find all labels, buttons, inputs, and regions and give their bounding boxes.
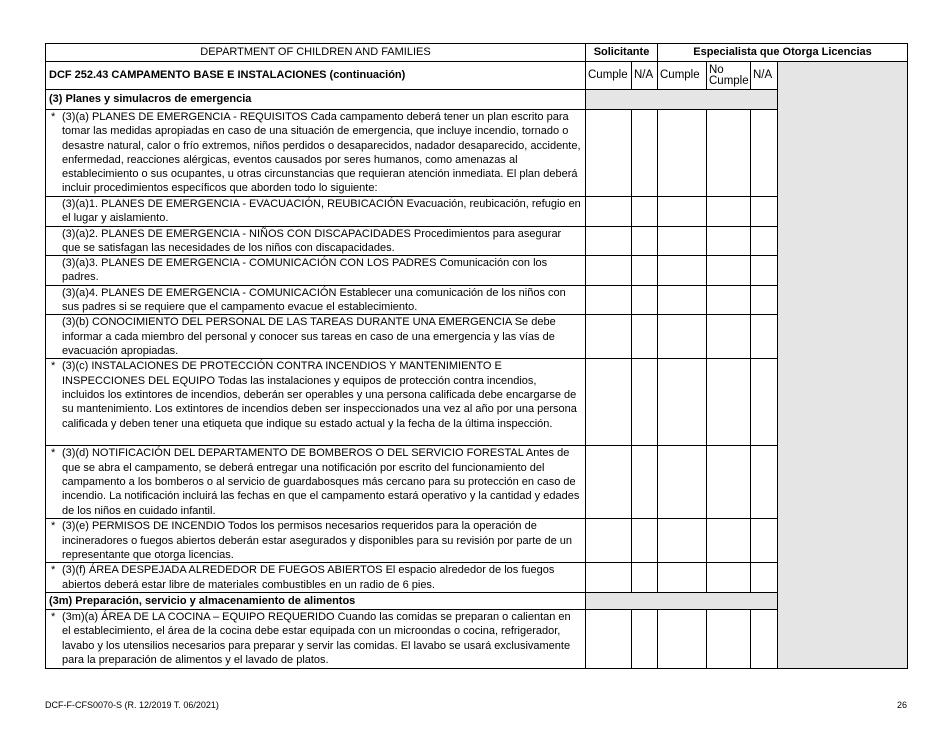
- rule-description: (3m)(a) ÁREA DE LA COCINA – EQUIPO REQUERIDO Cuando las comidas se preparan o calientan en el establecimiento, el área de la cocina debe estar equipada con un microondas o cocina, refrigerador, lavabo y los utensilios necesarios para preparar y servir las comidas. El lavabo se usará exclusivamente para la preparación de alimentos y el lavado de platos.: [62, 610, 571, 666]
- col-no-label: No: [709, 63, 724, 76]
- checkbox-na-esp[interactable]: [751, 609, 778, 668]
- checkbox-cumple-esp[interactable]: [658, 359, 707, 446]
- checkbox-cumple[interactable]: [586, 609, 632, 668]
- rule-title: DCF 252.43 CAMPAMENTO BASE E INSTALACIONES (continuación): [46, 62, 586, 90]
- checkbox-cumple-esp[interactable]: [658, 285, 707, 315]
- checklist-table: [45, 43, 908, 669]
- checkbox-cumple[interactable]: [586, 315, 632, 359]
- rule-text: [46, 197, 586, 227]
- checkbox-cumple[interactable]: [586, 197, 632, 227]
- checkbox-no-cumple[interactable]: [707, 519, 751, 563]
- checkbox-na-esp[interactable]: [751, 285, 778, 315]
- checkbox-na-esp[interactable]: [751, 256, 778, 286]
- checkbox-na[interactable]: [632, 519, 658, 563]
- checkbox-cumple-esp[interactable]: [658, 197, 707, 227]
- form-id: DCF-F-CFS0070-S (R. 12/2019 T. 06/2021): [45, 700, 219, 710]
- rule-description: (3)(d) NOTIFICACIÓN DEL DEPARTAMENTO DE BOMBEROS O DEL SERVICIO FORESTAL Antes de que se abra el campamento, se deberá entregar una notificación por escrito del funcionamiento del campamento a los bomberos o al servicio de guardabosques más cercano para su protección en caso de incendio. La notificación incluirá las fechas en que el campamento estará operativo y la cantidad y edades de los niños en cuidado infantil.: [62, 447, 580, 517]
- checkbox-cumple[interactable]: [586, 256, 632, 286]
- checkbox-na-esp[interactable]: [751, 110, 778, 197]
- rule-description: (3)(a)1. PLANES DE EMERGENCIA - EVACUACIÓN, REUBICACIÓN Evacuación, reubicación, refugio en el lugar y aislamiento.: [62, 198, 581, 225]
- rule-text: [46, 563, 586, 593]
- checkbox-cumple[interactable]: [586, 563, 632, 593]
- rule-description: (3)(a)2. PLANES DE EMERGENCIA - NIÑOS CON DISCAPACIDADES Procedimientos para asegurar que se satisfagan las necesidades de los niños con discapacidades.: [62, 227, 562, 254]
- checkbox-na[interactable]: [632, 256, 658, 286]
- checkbox-no-cumple[interactable]: [707, 359, 751, 446]
- checkbox-na-esp[interactable]: [751, 359, 778, 446]
- checkbox-cumple-esp[interactable]: [658, 110, 707, 197]
- checkbox-na[interactable]: [632, 197, 658, 227]
- checkbox-na[interactable]: [632, 359, 658, 446]
- checkbox-cumple[interactable]: [586, 110, 632, 197]
- checkbox-na[interactable]: [632, 285, 658, 315]
- rule-description: (3)(c) INSTALACIONES DE PROTECCIÓN CONTRA INCENDIOS Y MANTENIMIENTO E INSPECCIONES DEL EQUIPO Todas las instalaciones y equipos de protección contra incendios, incluidos los extintores de incendios, deberán ser operables y una persona calificada debe encargarse de su mantenimiento. Los extintores de incendios deben ser inspeccionados una vez al año por una persona calificada y deben tener una etiqueta que indique su estado actual y la fecha de la última inspección.: [62, 360, 577, 430]
- checklist-sheet: [45, 43, 907, 669]
- rule-description: (3)(e) PERMISOS DE INCENDIO Todos los permisos necesarios requeridos para la operación de incineradores o fuegos abiertos deberán estar asegurados y disponibles para su revisión por parte de un representante que otorga licencias.: [62, 520, 572, 561]
- checkbox-cumple-esp[interactable]: [658, 519, 707, 563]
- section-title: (3) Planes y simulacros de emergencia: [46, 90, 586, 110]
- rule-text: [46, 519, 586, 563]
- checkbox-na-esp[interactable]: [751, 315, 778, 359]
- required-star: *: [51, 111, 56, 123]
- checkbox-cumple-esp[interactable]: [658, 609, 707, 668]
- checkbox-cumple-esp[interactable]: [658, 563, 707, 593]
- gray-margin: [778, 62, 908, 669]
- checkbox-na[interactable]: [632, 563, 658, 593]
- rule-description: (3)(a)4. PLANES DE EMERGENCIA - COMUNICACIÓN Establecer una comunicación de los niños con sus padres si se requiere que el campamento evacue el establecimiento.: [62, 286, 566, 314]
- required-star: *: [51, 564, 56, 577]
- checkbox-na[interactable]: [632, 446, 658, 519]
- rule-text: [46, 226, 586, 256]
- col-na-especialista: N/A: [751, 62, 778, 90]
- col-na-solicitante: N/A: [632, 62, 658, 90]
- rule-description: (3)(a)3. PLANES DE EMERGENCIA - COMUNICACIÓN CON LOS PADRES Comunicación con los padres.: [62, 257, 548, 284]
- checkbox-cumple-esp[interactable]: [658, 446, 707, 519]
- required-star: *: [51, 447, 56, 460]
- page-number: 26: [896, 700, 907, 710]
- rule-description: (3)(a) PLANES DE EMERGENCIA - REQUISITOS Cada campamento deberá tener un plan escrito para tomar las medidas apropiadas en caso de una situación de emergencia, que incluye incendio, tornado o desastre natural, calor o frío extremos, niños perdidos o desaparecidos, nadador desaparecido, accidente, enfermedad, reacciones alérgicas, eventos causados por seres humanos, como amenazas al establecimiento o sus ocupantes, u otras circunstancias que requieran atención inmediata. El plan deberá incluir procedimientos específicos que aborden todo lo siguiente:: [62, 111, 581, 195]
- checkbox-na-esp[interactable]: [751, 563, 778, 593]
- checkbox-na-esp[interactable]: [751, 197, 778, 227]
- rule-text: [46, 446, 586, 519]
- checkbox-na-esp[interactable]: [751, 519, 778, 563]
- checkbox-no-cumple[interactable]: [707, 197, 751, 227]
- checkbox-cumple[interactable]: [586, 446, 632, 519]
- rule-text: [46, 256, 586, 286]
- checkbox-cumple[interactable]: [586, 226, 632, 256]
- section-gray-band: [586, 90, 778, 110]
- col-no-cumple-label: Cumple: [709, 74, 749, 87]
- department-name: DEPARTMENT OF CHILDREN AND FAMILIES: [46, 44, 586, 62]
- rule-text: [46, 110, 586, 197]
- rule-text: [46, 315, 586, 359]
- col-no-cumple: [707, 62, 751, 90]
- checkbox-no-cumple[interactable]: [707, 285, 751, 315]
- checkbox-cumple-esp[interactable]: [658, 226, 707, 256]
- checkbox-no-cumple[interactable]: [707, 315, 751, 359]
- checkbox-cumple[interactable]: [586, 285, 632, 315]
- col-cumple-solicitante: Cumple: [586, 62, 632, 90]
- checkbox-na[interactable]: [632, 315, 658, 359]
- required-star: *: [51, 520, 56, 533]
- col-cumple-especialista: Cumple: [658, 62, 707, 90]
- rule-description: (3)(f) ÁREA DESPEJADA ALREDEDOR DE FUEGOS ABIERTOS El espacio alrededor de los fuegos abiertos deberá estar libre de materiales combustibles en un radio de 6 pies.: [62, 564, 555, 591]
- checkbox-cumple[interactable]: [586, 519, 632, 563]
- checkbox-no-cumple[interactable]: [707, 226, 751, 256]
- checkbox-no-cumple[interactable]: [707, 110, 751, 197]
- checkbox-na[interactable]: [632, 110, 658, 197]
- required-star: *: [51, 610, 56, 623]
- solicitante-header: Solicitante: [586, 44, 658, 62]
- checkbox-no-cumple[interactable]: [707, 609, 751, 668]
- rule-text: [46, 609, 586, 668]
- checkbox-na-esp[interactable]: [751, 446, 778, 519]
- especialista-header: Especialista que Otorga Licencias: [658, 44, 908, 62]
- checkbox-no-cumple[interactable]: [707, 563, 751, 593]
- checkbox-cumple[interactable]: [586, 359, 632, 446]
- section-gray-band: [586, 592, 778, 609]
- section-title: (3m) Preparación, servicio y almacenamiento de alimentos: [46, 592, 586, 609]
- checkbox-na[interactable]: [632, 226, 658, 256]
- checkbox-cumple-esp[interactable]: [658, 315, 707, 359]
- checkbox-cumple-esp[interactable]: [658, 256, 707, 286]
- checkbox-na-esp[interactable]: [751, 226, 778, 256]
- checkbox-no-cumple[interactable]: [707, 446, 751, 519]
- required-star: *: [51, 360, 56, 373]
- rule-description: (3)(b) CONOCIMIENTO DEL PERSONAL DE LAS TAREAS DURANTE UNA EMERGENCIA Se debe informar a cada miembro del personal y conocer sus tareas en caso de una emergencia y las vías de evacuación apropiadas.: [62, 316, 556, 357]
- checkbox-no-cumple[interactable]: [707, 256, 751, 286]
- rule-text: [46, 285, 586, 315]
- rule-text: [46, 359, 586, 446]
- checkbox-na[interactable]: [632, 609, 658, 668]
